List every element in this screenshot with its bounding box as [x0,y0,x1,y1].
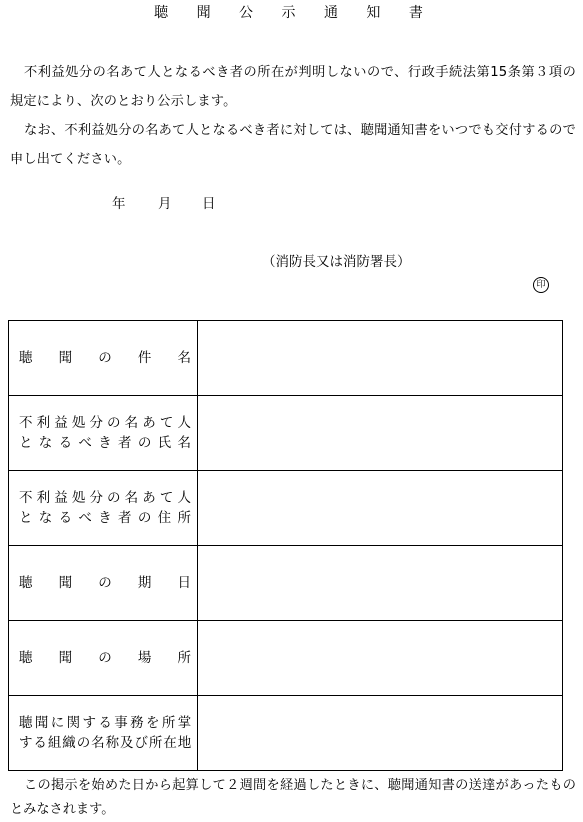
row-label-cell [9,396,198,471]
label-line: 聴聞に関する事務を所掌 [19,715,191,731]
row-label-cell [9,471,198,546]
row-label-hearing-subject [9,348,197,368]
date-line [112,192,216,212]
addressee-address-field[interactable] [198,471,563,546]
date-month-label: 月 [158,196,172,212]
row-label-cell [9,621,198,696]
label-line: となるべき者の氏名 [19,435,191,451]
table-row [9,471,563,546]
footer-note: この掲示を始めた日から起算して２週間を経過したときに、聴聞通知書の送達があったものとみなされます。 [10,778,576,817]
table-row [9,621,563,696]
label-line: する組織の名称及び所在地 [19,735,191,751]
row-label-cell [9,546,198,621]
hearing-date-field[interactable] [198,546,563,621]
issuing-authority: （消防長又は消防署長） [262,254,411,270]
row-label-cell [9,696,198,771]
hearing-subject-field[interactable] [198,321,563,396]
label-line: 不利益処分の名あて人 [19,415,191,431]
row-label-addressee-name [9,413,197,453]
row-label-cell [9,321,198,396]
row-label-addressee-address [9,488,197,528]
date-day-label: 日 [202,196,216,212]
row-label-hearing-place [9,648,197,668]
row-label-hearing-date [9,573,197,593]
table-row [9,396,563,471]
label-line: 聴 聞 の 件 名 [19,350,191,366]
organization-field[interactable] [198,696,563,771]
row-label-organization [9,713,197,753]
addressee-name-field[interactable] [198,396,563,471]
table-row [9,696,563,771]
hearing-details-table [8,320,563,771]
date-year-label: 年 [112,196,126,212]
label-line: 聴 聞 の 場 所 [19,650,191,666]
label-line: 不利益処分の名あて人 [19,490,191,506]
label-line: となるべき者の住所 [19,510,191,526]
document-title: 聴 聞 公 示 通 知 書 [154,5,435,21]
notice-paragraph-1: 不利益処分の名あて人となるべき者の所在が判明しないので、行政手続法第15条第３項の規定により、次のとおり公示します。 [10,65,576,109]
hearing-place-field[interactable] [198,621,563,696]
label-line: 聴 聞 の 期 日 [19,575,191,591]
table-row [9,321,563,396]
table-row [9,546,563,621]
seal-mark: 印 [533,277,549,293]
notice-paragraph-2: なお、不利益処分の名あて人となるべき者に対しては、聴聞通知書をいつでも交付するので申し出てください。 [10,123,576,167]
